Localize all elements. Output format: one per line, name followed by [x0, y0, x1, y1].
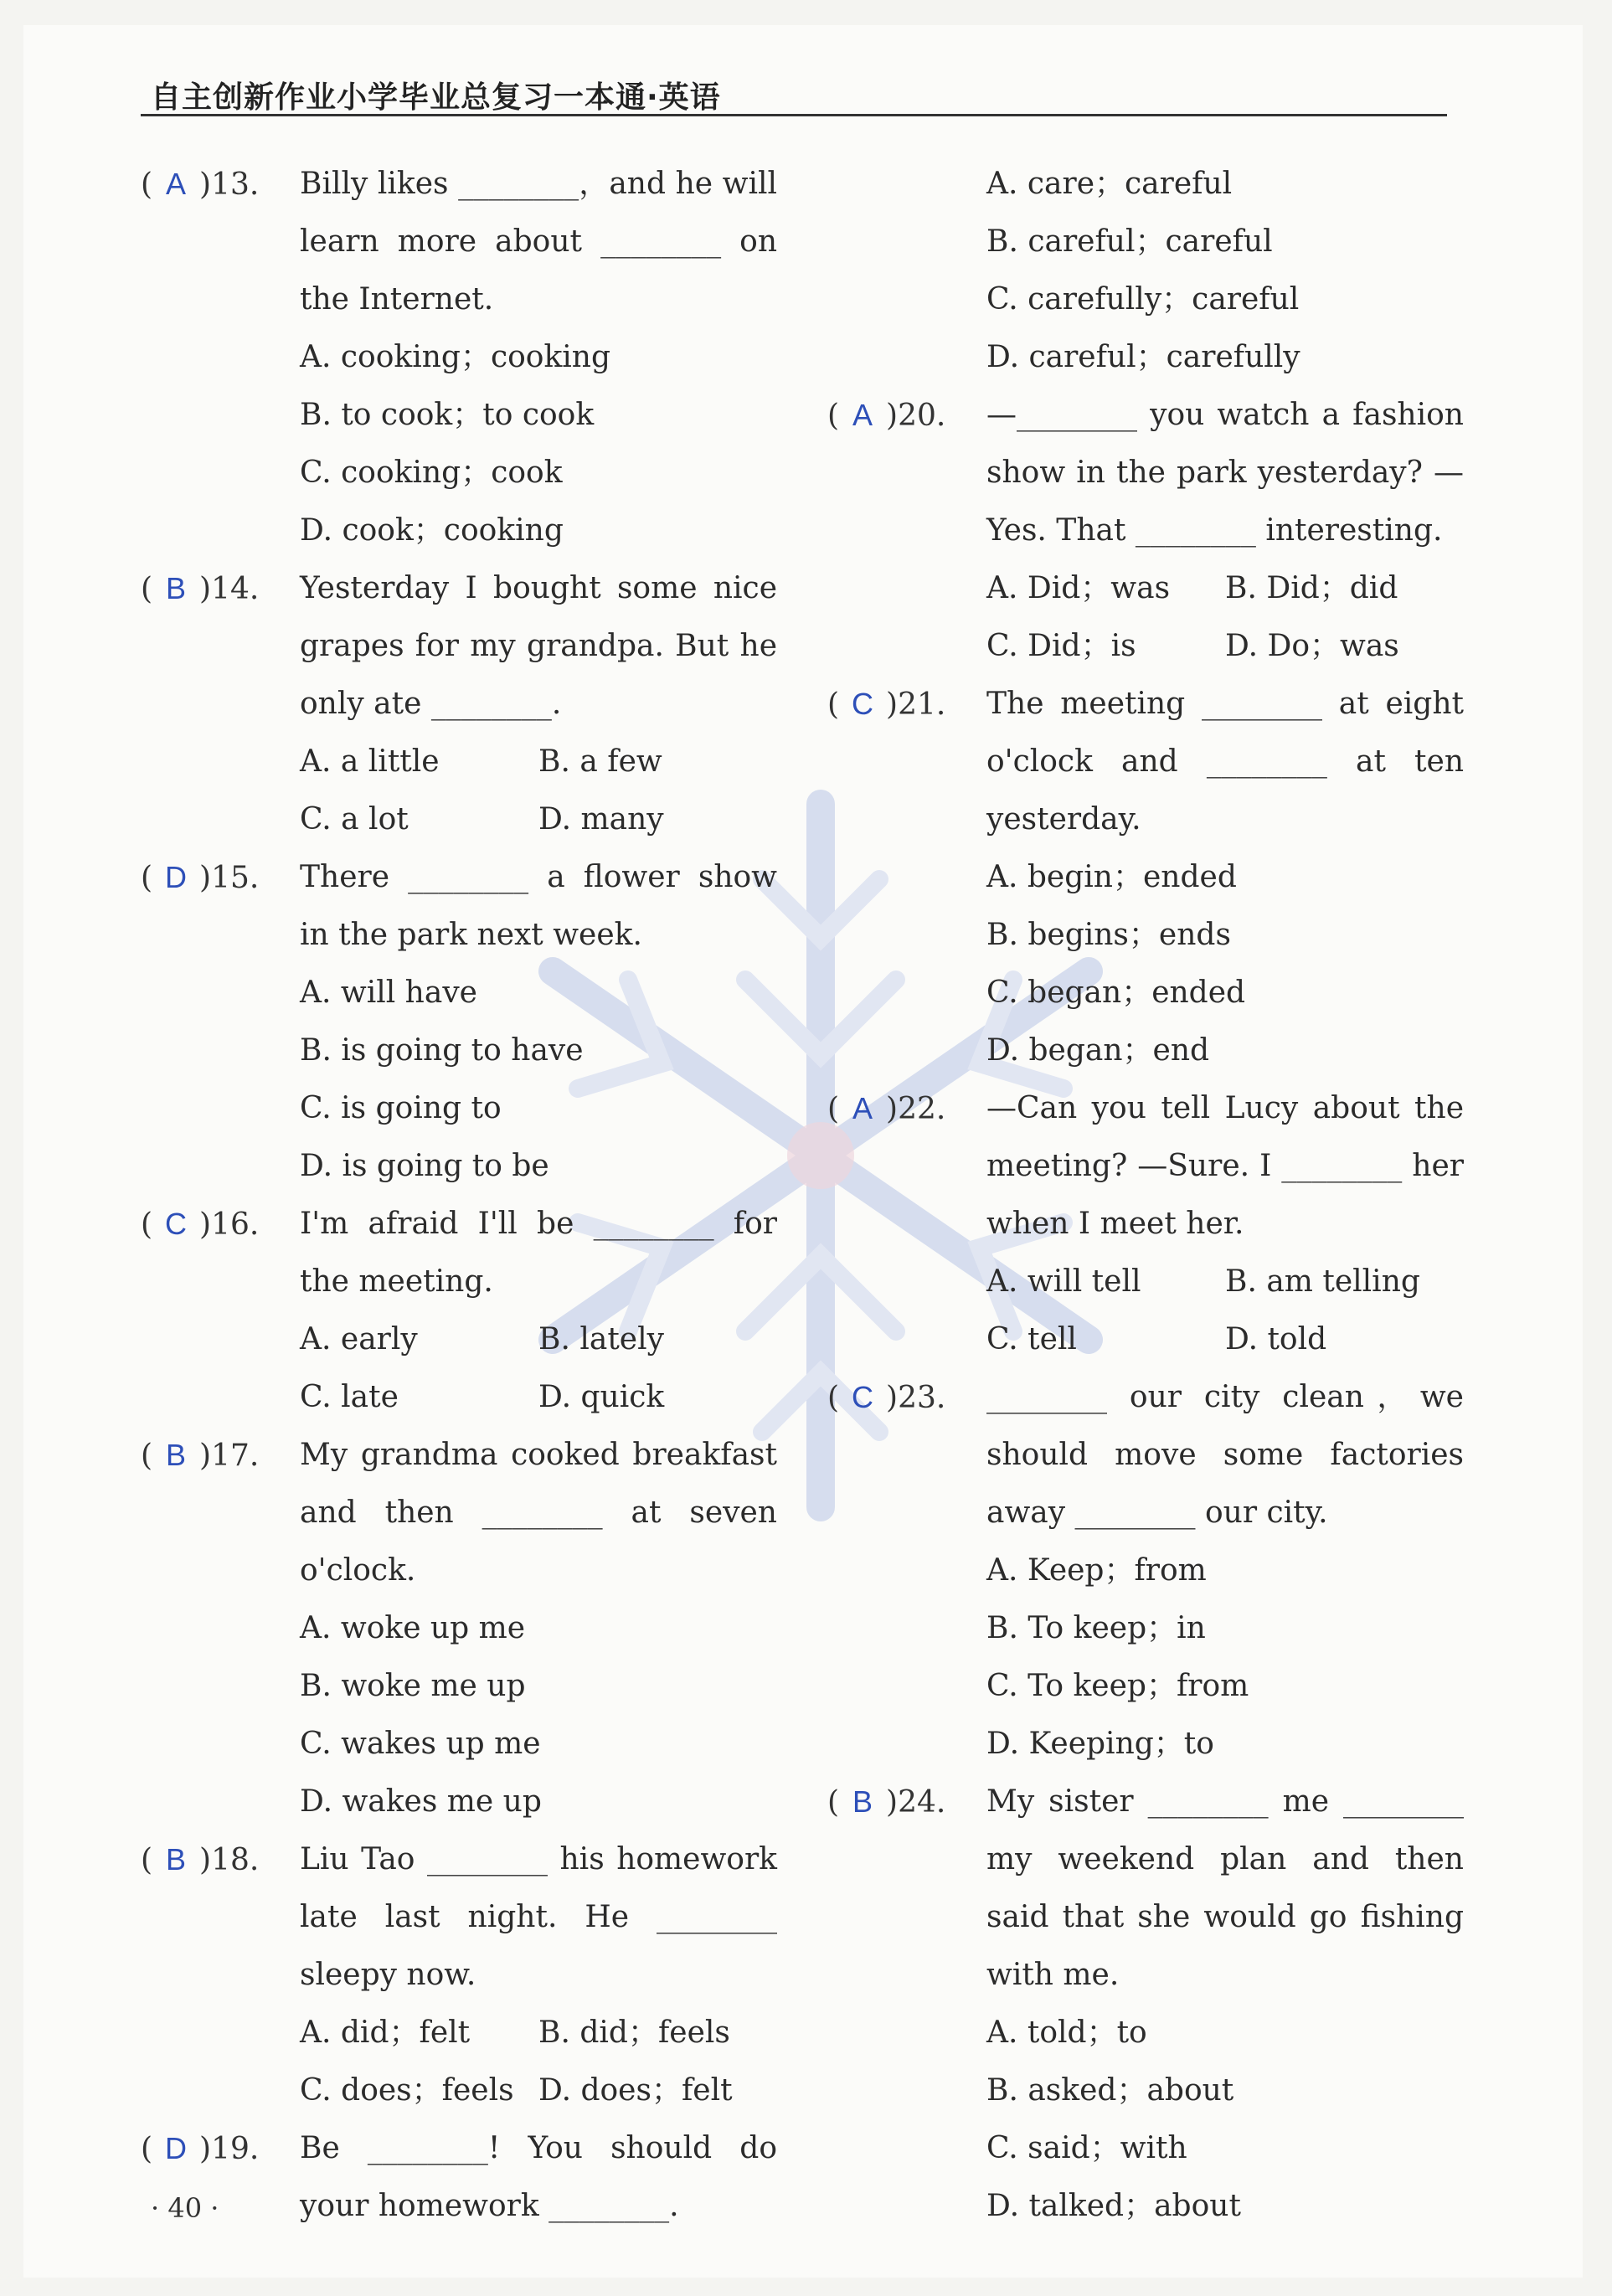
question-24: ( B )24. My sister ________ me ________ my weekend plan and then said that she would go fishing with me. A. told；to B. asked；about C. said；with D. talked；about	[827, 1773, 1464, 2235]
option: B. am telling	[1225, 1264, 1420, 1299]
option: A. will tell	[986, 1264, 1141, 1299]
option: D. began；end	[986, 1033, 1210, 1068]
question-stem: —Can you tell Lucy about the meeting? —Sure. I ________ her when I meet her.	[986, 1091, 1464, 1241]
question-21: ( C )21. The meeting ________ at eight o'clock and ________ at ten yesterday. A. begin；ended B. begins；ends C. began；ended D. began；end	[827, 675, 1464, 1079]
question-stem: My grandma cooked breakfast and then ________ at seven o'clock.	[300, 1438, 777, 1588]
option: A. early	[300, 1322, 418, 1356]
answer-letter: A	[166, 167, 187, 201]
option: B. lately	[538, 1322, 664, 1356]
option: D. talked；about	[986, 2189, 1241, 2223]
question-stem: Liu Tao ________ his homework late last night. He ________ sleepy now.	[300, 1842, 777, 1992]
option: D. Keeping；to	[986, 1727, 1214, 1761]
option: D. Do；was	[1225, 629, 1399, 663]
question-stem: I'm afraid I'll be ________ for the meeting.	[300, 1207, 777, 1299]
question-stem: My sister ________ me ________ my weekend plan and then said that she would go fishing with me.	[986, 1784, 1464, 1992]
option: B. a few	[538, 744, 662, 779]
option: C. late	[300, 1380, 399, 1414]
option: C. cooking；cook	[300, 456, 563, 490]
question-23: ( C )23. ________ our city clean，we should move some factories away ________ our city. A. Keep；from B. To keep；in C. To keep；from D. Keeping；to	[827, 1368, 1464, 1773]
option: A. care；careful	[986, 167, 1233, 201]
answer-letter: A	[852, 398, 873, 432]
option: A. told；to	[986, 2015, 1147, 2050]
question-19: ( D )19. Be ________! You should do your homework ________.	[141, 2119, 777, 2235]
option: A. woke up me	[300, 1611, 526, 1645]
option: A. a little	[300, 744, 440, 779]
answer-letter: D	[165, 2131, 188, 2165]
option: C. a lot	[300, 802, 409, 837]
option: A. will have	[300, 976, 477, 1010]
left-column	[141, 155, 777, 2235]
option: D. cook；cooking	[300, 513, 564, 548]
page-number: · 40 ·	[151, 2192, 219, 2224]
right-column	[827, 155, 1464, 2235]
option: B. is going to have	[300, 1033, 584, 1068]
option: C. To keep；from	[986, 1669, 1249, 1703]
question-stem: The meeting ________ at eight o'clock and ________ at ten yesterday.	[986, 687, 1464, 837]
question-22: ( A )22. —Can you tell Lucy about the meeting? —Sure. I ________ her when I meet her. A. will tell B. am telling C. tell D. told	[827, 1079, 1464, 1368]
question-19-options	[827, 155, 1464, 386]
question-stem: —________ you watch a fashion show in the park yesterday? —Yes. That ________ interesting.	[986, 398, 1464, 548]
question-15: ( D )15. There ________ a flower show in the park next week. A. will have B. is going to have C. is going to D. is going to be	[141, 848, 777, 1195]
option: B. woke me up	[300, 1669, 526, 1703]
question-stem: Be ________! You should do your homework ________.	[300, 2131, 777, 2223]
question-stem: There ________ a flower show in the park next week.	[300, 860, 777, 952]
option: A. did；felt	[300, 2015, 471, 2050]
option: C. Did；is	[986, 629, 1136, 663]
option: D. does；felt	[538, 2073, 733, 2108]
option: C. is going to	[300, 1091, 502, 1125]
answer-letter: B	[166, 571, 187, 605]
option: B. begins；ends	[986, 918, 1231, 952]
option: B. Did；did	[1225, 571, 1398, 605]
answer-letter: C	[852, 1380, 874, 1414]
question-20: ( A )20. —________ you watch a fashion show in the park yesterday? —Yes. That ________ interesting. A. Did；was B. Did；did C. Did；is D. Do；was	[827, 386, 1464, 675]
option: C. tell	[986, 1322, 1077, 1356]
header-rule	[141, 114, 1447, 116]
option: A. Did；was	[986, 571, 1171, 605]
question-18: ( B )18. Liu Tao ________ his homework late last night. He ________ sleepy now. A. did；felt B. did；feels C. does；feels D. does；felt	[141, 1830, 777, 2119]
question-17: ( B )17. My grandma cooked breakfast and then ________ at seven o'clock. A. woke up me B. woke me up C. wakes up me D. wakes me up	[141, 1426, 777, 1830]
option: D. careful；carefully	[986, 340, 1300, 374]
option: C. carefully；careful	[986, 282, 1300, 317]
answer-letter: B	[852, 1784, 873, 1819]
option: C. wakes up me	[300, 1727, 541, 1761]
question-13: ( A )13. Billy likes ________，and he will learn more about ________ on the Internet. A. cooking；cooking B. to cook；to cook C. cooking；cook D. cook；cooking	[141, 155, 777, 559]
option: A. begin；ended	[986, 860, 1237, 894]
question-16: ( C )16. I'm afraid I'll be ________ for the meeting. A. early B. lately C. late D. quick	[141, 1195, 777, 1426]
header-title: 自主创新作业小学毕业总复习一本通·英语	[151, 80, 721, 115]
option: B. asked；about	[986, 2073, 1234, 2108]
answer-letter: C	[165, 1207, 188, 1241]
option: D. many	[538, 802, 664, 837]
option: B. did；feels	[538, 2015, 730, 2050]
option: D. wakes me up	[300, 1784, 542, 1819]
answer-letter: A	[852, 1091, 873, 1125]
option: C. does；feels	[300, 2073, 514, 2108]
option: D. is going to be	[300, 1149, 549, 1183]
answer-letter: B	[166, 1842, 187, 1876]
answer-letter: C	[852, 687, 874, 721]
option: C. began；ended	[986, 976, 1246, 1010]
option: D. told	[1225, 1322, 1327, 1356]
question-stem: Yesterday I bought some nice grapes for my grandpa. But he only ate ________.	[300, 571, 777, 721]
option: B. To keep；in	[986, 1611, 1206, 1645]
option: C. said；with	[986, 2131, 1187, 2165]
option: B. careful；careful	[986, 224, 1273, 259]
option: A. Keep；from	[986, 1553, 1207, 1588]
option: D. quick	[538, 1380, 665, 1414]
option: A. cooking；cooking	[300, 340, 611, 374]
option: B. to cook；to cook	[300, 398, 595, 432]
answer-letter: D	[165, 860, 188, 894]
question-stem: ________ our city clean，we should move some factories away ________ our city.	[986, 1380, 1464, 1530]
question-stem: Billy likes ________，and he will learn more about ________ on the Internet.	[300, 167, 777, 317]
question-14: ( B )14. Yesterday I bought some nice grapes for my grandpa. But he only ate ________. A. a little B. a few C. a lot D. many	[141, 559, 777, 848]
answer-letter: B	[166, 1438, 187, 1472]
